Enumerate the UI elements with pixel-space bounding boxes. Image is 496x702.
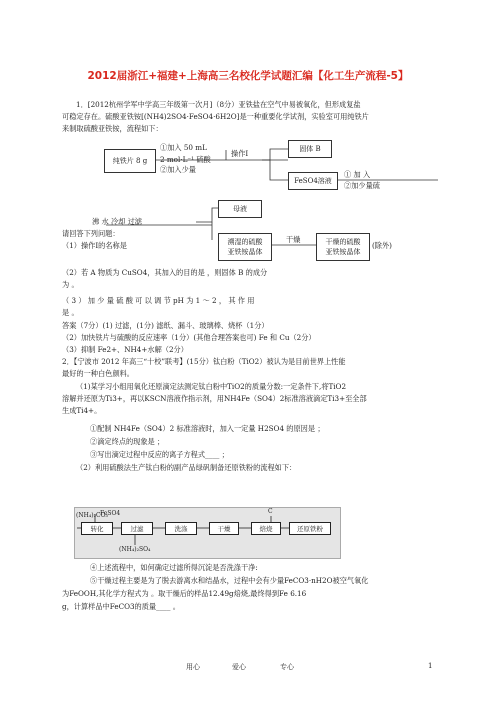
q2-sub-4: （2）利用硫酸法生产钛白粉的副产品绿矾制备还原铁粉的流程如下： <box>76 463 297 472</box>
q2-intro-line-2: 最好的一种白色颜料。 <box>62 369 134 378</box>
q2-sub-6: ⑤干燥过程主要是为了脱去游离水和结晶水，过程中会有少量FeCO3·nH2O被空气氧化 <box>90 576 369 585</box>
q1-part-3b: 是 。 <box>62 308 79 317</box>
step1-acid-conc: 2 mol·L⁻¹ 硫酸 <box>160 155 211 164</box>
q2-p1-line-2: 溶解并还原为Ti3+，再以KSCN溶液作指示剂，用NH4Fe（SO4）2标准溶液滴定Ti3+至全部 <box>62 394 367 403</box>
q1-answer-1: 答案（7分）(1) 过滤，(1分) 滤纸、漏斗、玻璃棒、烧杯（1分） <box>62 321 269 330</box>
q1-intro-line-2: 可稳定存在。硫酸亚铁铵[(NH4)2SO4·FeSO4·6H2O]是一种重要化学试剂，实验室可用纯铁片 <box>62 112 369 121</box>
q1-part-1: （1）操作Ⅰ的名称是 <box>62 241 127 250</box>
q1-intro-line-3: 来制取硫酸亚铁铵，流程如下： <box>62 124 163 133</box>
document-title: 2012届浙江+福建+上海高三名校化学试题汇编【化工生产流程-5】 <box>87 70 409 82</box>
step-filtration: 过滤 <box>121 522 153 535</box>
q2-sub-7: 为FeOOH,其化学方程式为 。取干燥后的样品12.49g焙烧,最终得到Fe 6.16 <box>62 589 307 598</box>
dry-crystal-box <box>316 233 370 261</box>
solid-b-box: 固体 B <box>288 140 332 158</box>
q2-p1-line-3: 生成Ti4+。 <box>62 406 102 415</box>
step-washing: 洗涤 <box>165 522 197 535</box>
q2-sub-3: ③写出滴定过程中反应的离子方程式____ ； <box>90 450 229 459</box>
flow-diagram-2 <box>74 507 341 559</box>
q2-sub-1: ①配制 NH4Fe（SO4）2 标准溶液时，加入一定量 H2SO4 的原因是 ； <box>90 424 325 433</box>
page-number: 1 <box>428 662 433 670</box>
product-reduced-iron: 还原铁粉 <box>289 522 331 535</box>
byproduct-ammonium-sulfate: (NH₄)₂SO₄ <box>119 546 151 553</box>
wet-crystal-box <box>218 233 272 261</box>
dry-crystal-line-2: 亚铁铵晶体 <box>325 248 361 256</box>
q1-answer-2: （2）加快铁片与硫酸的反应速率（1分）(其他合理答案也可) Fe 和 Cu（2分） <box>62 333 316 342</box>
reagent-ammonium-carbonate: (NH₄)₂CO₃ <box>76 512 108 519</box>
footer-word-2: 爱心 <box>232 663 246 671</box>
step-drying: 干燥 <box>209 522 239 535</box>
q1-answer-3: （3）抑制 Fe2+、NH4+水解（2分） <box>62 345 188 354</box>
dry-label: 干燥 <box>286 235 301 244</box>
reagent-feso4: FeSO4 <box>100 510 121 517</box>
step1-add-acid: ①加入 50 mL <box>160 143 207 152</box>
q1-part-2b: 为 。 <box>62 280 79 289</box>
q2-intro-line-1: 2．【宁波市 2012 年高三“十校”联考】(15分）钛白粉（TiO2）被认为是目前世界上性能 <box>62 357 346 366</box>
footer-word-3: 专心 <box>280 663 294 671</box>
dry-crystal-line-1: 干燥的硫酸 <box>325 238 361 246</box>
q2-sub-2: ②滴定终点的现象是 ； <box>90 437 165 446</box>
q2-sub-5: ④上述流程中，如何确定过滤所得沉淀是否洗涤干净: <box>90 563 258 572</box>
flow-row-steps: 沸 水 冷却 过滤 <box>92 217 142 226</box>
mother-liquor-box: 母液 <box>218 200 262 218</box>
footer-word-1: 用心 <box>186 663 200 671</box>
iron-sheet-box: 纯铁片 8 g <box>104 149 156 173</box>
add-small-sulfuric: ②加少量硫 <box>344 181 380 190</box>
step-conversion: 转化 <box>81 522 113 535</box>
wet-crystal-line-1: 溯湿的硫酸 <box>227 238 263 246</box>
q1-part-3a: （ 3 ） 加 少 量 硫 酸 可 以 调 节 pH 为 1 ～ 2 ， 其 作 用 <box>62 296 255 305</box>
answer-prompt: 请回答下列问题： <box>62 229 120 238</box>
operation-1-label: 操作Ⅰ <box>231 149 249 158</box>
add-reagent-1: ① 加 入 <box>344 170 371 179</box>
reagent-c: C <box>268 508 273 515</box>
wet-crystal-line-2: 亚铁铵晶体 <box>227 248 263 256</box>
q1-part-2a: （2）若 A 物质为 CuSO4，其加入的目的是 ，则固体 B 的成分 <box>62 268 268 277</box>
feso4-solution-box: FeSO4溶液 <box>288 172 338 190</box>
step-roasting: 焙烧 <box>251 522 281 535</box>
step1-add-small: ②加入少量 <box>160 165 196 174</box>
q2-sub-8: g，计算样品中FeCO3的质量____ 。 <box>62 602 180 611</box>
q1-intro-line-1: 1．[2012杭州学军中学高三年级第一次月]（8分）亚铁盐在空气中易被氧化，但形成复盐 <box>76 100 361 109</box>
remove-note: (除外) <box>372 241 392 250</box>
q2-p1-line-1: （1)某学习小组用氧化还原滴定法测定钛白粉中TiO2的质量分数:一定条件下,将TiO2 <box>76 382 347 391</box>
